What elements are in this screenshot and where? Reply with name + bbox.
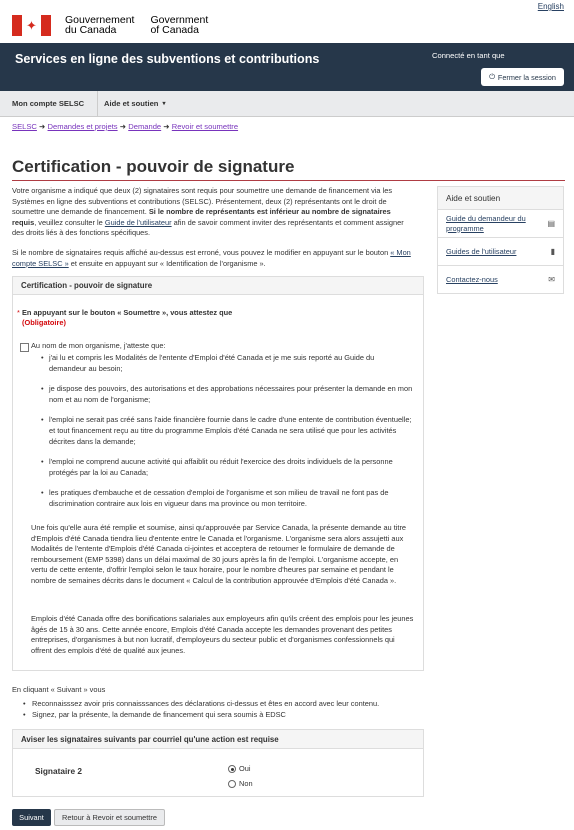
notify-yes-radio[interactable] (228, 765, 236, 773)
help-item-user-guides: Guides de l'utilisateur ▮ (438, 238, 563, 266)
help-item-contact: Contactez-nous ✉ (446, 274, 555, 284)
list-item: • Reconnaisssez avoir pris connaisssances des déclarations ci-dessus et êtes en accord avec leur contenu. (23, 698, 379, 709)
notify-yes-label[interactable]: Oui (239, 764, 251, 773)
arrow-right-icon: ➜ (163, 122, 170, 131)
arrow-right-icon: ➜ (119, 122, 127, 131)
document-icon: ▤ (547, 219, 555, 228)
certification-panel (12, 276, 424, 671)
book-icon: ▮ (550, 247, 555, 256)
list-item: • j'ai lu et compris les Modalités de l'entente d'Emploi d'été Canada et je me suis reporté au Guide du demandeur au besoin; (41, 353, 413, 374)
breadcrumb (12, 122, 238, 131)
my-account-link[interactable]: « Mon compte SELSC » (12, 248, 411, 268)
signer-label: Signataire 2 (35, 766, 83, 776)
list-item: • Signez, par la présente, la demande de financement qui sera soumis à EDSC (23, 709, 379, 720)
help-sidebar (437, 186, 564, 294)
agreement-paragraph: Une fois qu'elle aura été remplie et soumise, ainsi qu'approuvée par Service Canada, la présente demande au titre d'Emplois d'été Canada tiendra lieu d'entente entre le Canada et l'organisme. L'organisme sera alors assujetti aux Modalités de l'entente d'Emplois d'été Canada ci-jointes et acceptera de retourner le formulaire de demande de remboursement (EMP 5398) dans un délai maximal de 30 jours après la fin de l'emploi. L'organisme accepte, en vertu de cette entente, d'offrir l'emploi selon le taux horaire, pour le nombre d'heures par semaine et pendant le nombre de semaines décrits dans le document « Calcul de la contribution approuvée d'Emplois d'été Canada ». (31, 523, 407, 585)
notify-no-radio[interactable] (228, 780, 236, 788)
title-underline (12, 180, 565, 181)
help-item-program-guide: Guide du demandeur du programme ▤ (438, 210, 563, 238)
breadcrumb-review[interactable]: Revoir et soumettre (171, 122, 239, 131)
back-button[interactable]: Retour à Revoir et soumettre (54, 809, 165, 826)
breadcrumb-selsc[interactable]: SELSC (12, 122, 37, 131)
required-statement: * En appuyant sur le bouton « Soumettre », vous attestez que (Obligatoire) (17, 308, 233, 327)
list-item: • je dispose des pouvoirs, des autorisations et des approbations nécessaires pour présenter la demande en mon nom et au nom de l'organisme; (41, 384, 413, 405)
attest-checkbox[interactable] (20, 343, 29, 352)
program-paragraph: Emplois d'été Canada offre des bonifications salariales aux employeurs afin qu'ils créent des emplois pour les jeunes âgés de 15 à 30 ans. Cette année encore, Emplois d'été Canada accepte les demandes provenant des petites entreprises, d'organismes à but non lucratif, d'employeurs du secteur public et d'organismes confessionnels qui offrent des emplois d'été de qualité aux jeunes. (31, 614, 414, 655)
attest-checkbox-label[interactable]: Au nom de mon organisme, j'atteste que: (31, 341, 166, 350)
canada-flag-icon: ✦ (12, 15, 51, 36)
user-guide-link[interactable]: Guide de l'utilisateur (104, 217, 172, 227)
breadcrumb-requests[interactable]: Demandes et projets (47, 122, 118, 131)
intro-paragraph-1: Votre organisme a indiqué que deux (2) signataires sont requis pour soumettre une demande de financement via les Systèmes en ligne des subventions et contributions (SELSC). Présentement, deux (2) représentants ont le droit de soumettre une demande de financement. Si le nombre de représentants est inférieur au nombre de signataires requis, veuillez consulter le Guide de l'utilisateur afin de savoir comment inviter des représentants et comment assigner des droits liés à des fonctions spécifiques. (12, 186, 404, 238)
list-item: • l'emploi ne serait pas créé sans l'aide financière fournie dans le cadre d'une entente de contribution éventuelle; et tout financement reçu au titre du programme Emplois d'été Canada ne sera utilisé que pour les activités décrites dans la demande; (41, 415, 413, 447)
required-label: (Obligatoire) (22, 317, 66, 327)
notify-no-label[interactable]: Non (239, 779, 253, 788)
envelope-icon: ✉ (548, 275, 555, 284)
main-menu (0, 91, 574, 117)
breadcrumb-request[interactable]: Demande (128, 122, 162, 131)
next-button[interactable]: Suivant (12, 809, 51, 826)
gov-name-fr: Gouvernement du Canada (65, 14, 135, 36)
list-item: • l'emploi ne comprend aucune activité qui affaiblit ou réduit l'exercice des droits individuels de la personne protégés par la loi au Canada; (41, 457, 413, 478)
language-toggle-link[interactable]: English (537, 2, 564, 11)
consent-list (23, 698, 379, 720)
gov-name-en: Government of Canada (150, 14, 209, 36)
help-sidebar-title: Aide et soutien (438, 187, 563, 210)
list-item: • les pratiques d'embauche et de cessation d'emploi de l'organisme et son milieu de travail ne font pas de discrimination contraire aux lois en vigueur dans ma province ou mon territoire. (41, 488, 413, 509)
page-title: Certification - pouvoir de signature (12, 157, 295, 176)
power-icon: ⏻ (489, 72, 495, 81)
notify-panel (12, 729, 424, 797)
connected-as-text: Connecté en tant que (432, 51, 505, 60)
app-banner (0, 43, 574, 91)
certification-panel-title: Certification - pouvoir de signature (13, 277, 423, 295)
menu-help[interactable]: Aide et soutien ▾ (104, 99, 166, 108)
notify-panel-title: Aviser les signataires suivants par courriel qu'une action est requise (13, 730, 423, 749)
chevron-down-icon: ▾ (162, 101, 166, 107)
government-signature (12, 14, 208, 36)
arrow-right-icon: ➜ (39, 122, 46, 131)
app-title: Services en ligne des subventions et contributions (15, 52, 320, 66)
attestation-list (41, 353, 413, 510)
menu-my-account[interactable]: Mon compte SELSC (12, 99, 85, 108)
intro-paragraph-2: Si le nombre de signataires requis affiché au-dessus est erroné, vous pouvez le modifier en appuyant sur le bouton « Mon compte SELSC » et ensuite en appuyant sur « Identification de l'organisme ». (12, 248, 411, 268)
logout-button[interactable]: ⏻ Fermer la session (481, 68, 564, 86)
next-consent-lead: En cliquant « Suivant » vous (12, 685, 106, 694)
